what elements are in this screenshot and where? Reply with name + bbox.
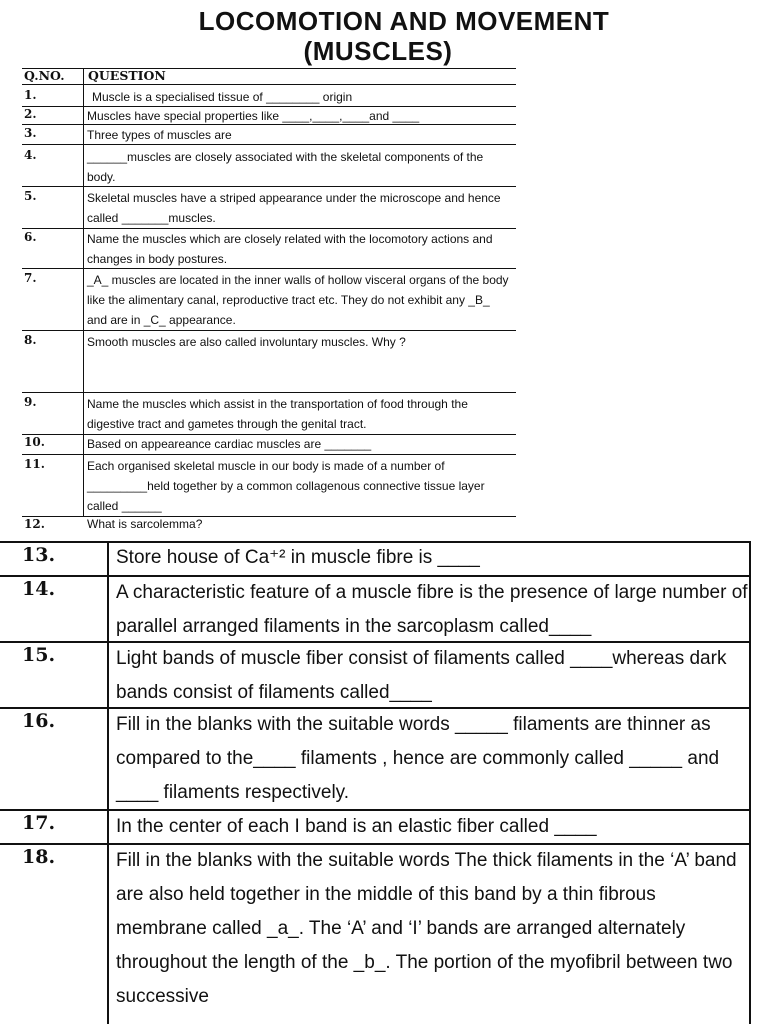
page-subtitle: (MUSCLES) (303, 36, 453, 66)
question-text: A characteristic feature of a muscle fibre is the presence of large number of parallel arranged filaments in the sarcoplasm called____ (116, 582, 748, 637)
question-text: Name the muscles which assist in the transportation of food through the digestive tract and gametes through the genital tract. (87, 397, 468, 431)
question-number: 3. (24, 126, 37, 140)
question-table-part2 (0, 541, 751, 1024)
question-text: Muscles have special properties like ____,____,____and ____ (87, 109, 420, 123)
question-text: What is sarcolemma? (87, 517, 203, 531)
question-number: 16. (22, 710, 56, 732)
question-number: 6. (24, 230, 37, 244)
question-number: 15. (22, 644, 56, 666)
question-number: 14. (22, 578, 56, 600)
question-text: Smooth muscles are also called involuntary muscles. Why ? (87, 335, 406, 349)
question-text: Fill in the blanks with the suitable words _____ filaments are thinner as compared to the____ filaments , hence are commonly called _____ and ____ filaments respectively. (116, 714, 720, 803)
question-number: 1. (24, 88, 37, 102)
question-text: ______muscles are closely associated with the skeletal components of the body. (87, 150, 484, 184)
header-qno: Q.NO. (24, 68, 65, 83)
question-number: 11. (24, 457, 45, 471)
question-number: 13. (22, 544, 56, 566)
question-text: Name the muscles which are closely related with the locomotory actions and changes in body postures. (87, 232, 493, 266)
question-number: 10. (24, 435, 45, 449)
question-text: Store house of Ca⁺² in muscle fibre is ____ (116, 547, 480, 568)
question-number: 5. (24, 189, 37, 203)
question-text: Each organised skeletal muscle in our body is made of a number of _________held together by a common collagenous connective tissue layer called ______ (87, 459, 485, 513)
question-text: Skeletal muscles have a striped appearance under the microscope and hence called _______muscles. (87, 191, 501, 225)
question-number: 12. (24, 517, 45, 531)
page-title: LOCOMOTION AND MOVEMENT (198, 6, 610, 36)
question-text: Fill in the blanks with the suitable words The thick filaments in the ‘A’ band are also held together in the middle of this band by a thin fibrous membrane called _a_. The ‘A’ and ‘I’ bands are arranged alternately throughout the length of the _b_. The portion of the myofibril between two successive (116, 850, 737, 1007)
question-text: Based on appeareance cardiac muscles are _______ (87, 437, 372, 451)
question-number: 2. (24, 107, 37, 121)
question-text: Three types of muscles are (87, 128, 232, 142)
question-text: _A_ muscles are located in the inner walls of hollow visceral organs of the body like the alimentary canal, reproductive tract etc. They do not exhibit any _B_ and are in _C_ appearance. (87, 273, 509, 327)
question-number: 9. (24, 395, 37, 409)
question-number: 7. (24, 271, 37, 285)
question-number: 4. (24, 148, 37, 162)
question-number: 18. (22, 846, 56, 868)
question-text: Muscle is a specialised tissue of ________ origin (92, 90, 353, 104)
header-question: QUESTION (88, 68, 166, 83)
question-number: 17. (22, 812, 56, 834)
question-text: In the center of each I band is an elastic fiber called ____ (116, 816, 597, 837)
question-text: Light bands of muscle fiber consist of filaments called ____whereas dark bands consist of filaments called____ (116, 648, 727, 703)
question-number: 8. (24, 333, 37, 347)
